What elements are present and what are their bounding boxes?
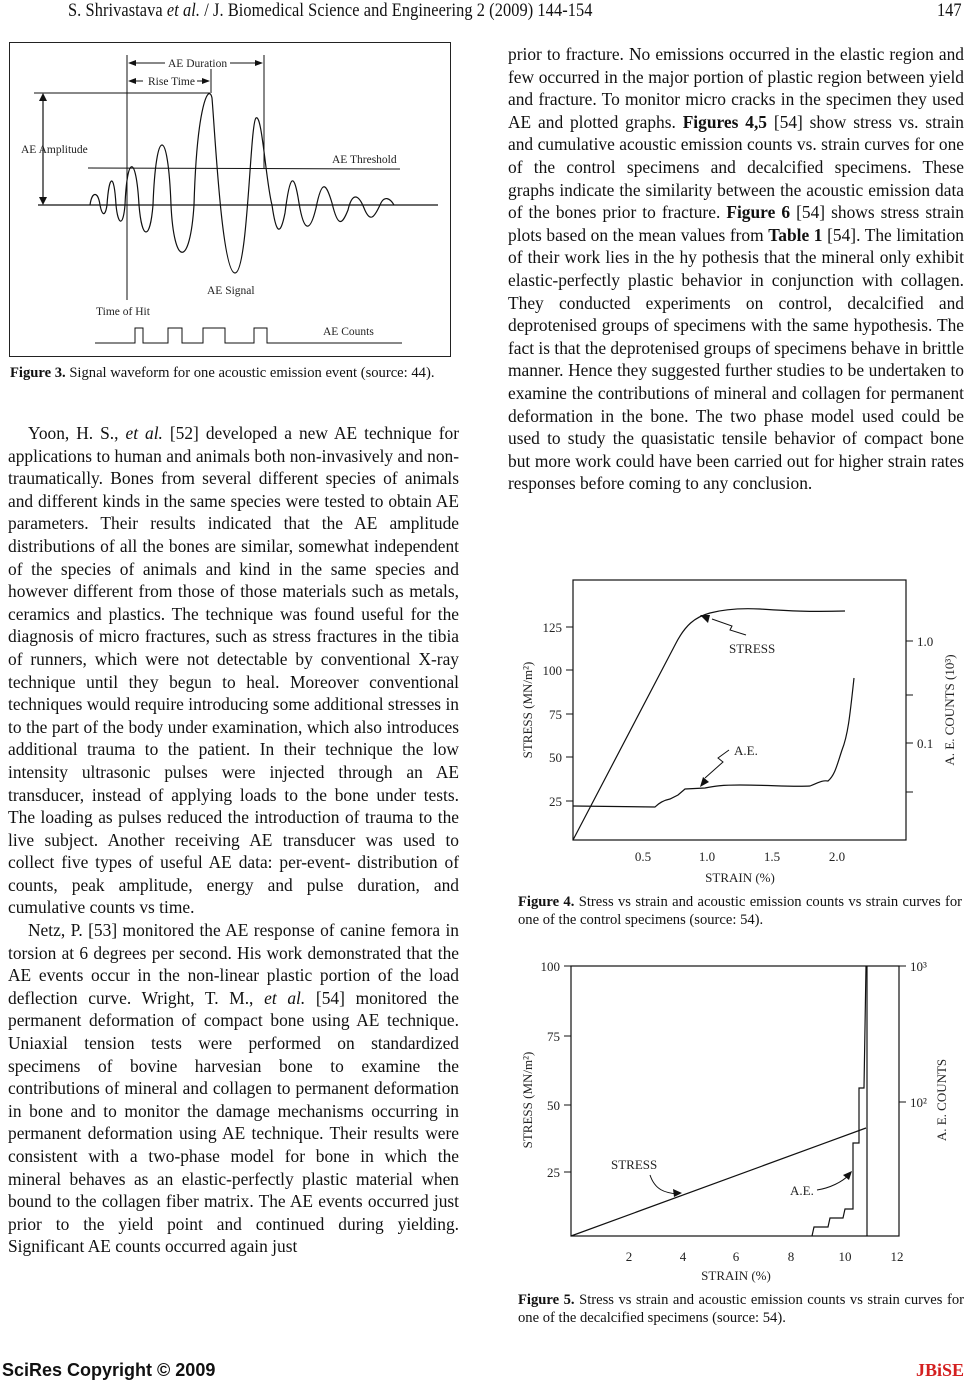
- svg-text:50: 50: [547, 1098, 560, 1113]
- caption-text: Stress vs strain and acoustic emission counts vs strain curves for one of the control specimens (source: 54).: [518, 894, 963, 928]
- waveform-diagram: [10, 43, 450, 356]
- journal-abbreviation: JBiSE: [915, 1360, 964, 1380]
- running-header: [0, 0, 966, 26]
- figure-4-chart: [510, 575, 966, 887]
- caption-text: Stress vs strain and acoustic emission counts vs strain curves for one of the decalcified specimens (source: 54).: [518, 1292, 964, 1326]
- svg-text:2.0: 2.0: [828, 849, 846, 864]
- figure-5-chart: [510, 950, 966, 1285]
- svg-text:6: 6: [732, 1249, 740, 1264]
- svg-text:1.0: 1.0: [698, 849, 716, 864]
- label-rise-time: Rise Time: [148, 76, 195, 88]
- svg-text:12: 12: [890, 1249, 904, 1264]
- svg-text:0.5: 0.5: [634, 849, 652, 864]
- text-run: prior to fracture. No emissions occurred in the elastic region and few occurred in the major portion of plastic region between yield and fracture. To monitor micro cracks in the specimen they used AE and plotted graphs.: [508, 44, 964, 132]
- page-number: 147: [936, 0, 961, 21]
- label-ae-counts: AE Counts: [323, 326, 374, 338]
- svg-text:75: 75: [547, 1029, 560, 1044]
- svg-text:0.1: 0.1: [917, 736, 934, 751]
- svg-text:1.0: 1.0: [917, 634, 934, 649]
- svg-text:A.E.: A.E.: [790, 1183, 814, 1198]
- figure-6-link[interactable]: Figure 6: [726, 202, 791, 223]
- svg-text:10: 10: [838, 1249, 852, 1264]
- caption-label: Figure 4.: [518, 894, 575, 910]
- svg-text:8: 8: [787, 1249, 795, 1264]
- figure-4-caption: [518, 893, 962, 929]
- svg-text:4: 4: [679, 1249, 687, 1264]
- caption-label: Figure 5.: [518, 1292, 575, 1308]
- svg-text:2: 2: [625, 1249, 633, 1264]
- svg-text:50: 50: [549, 750, 562, 765]
- svg-text:1.5: 1.5: [763, 849, 781, 864]
- running-head-authors: S. Shrivastava: [68, 0, 167, 21]
- svg-text:100: 100: [542, 663, 562, 678]
- figure-5-caption: [518, 1291, 964, 1327]
- caption-label: Figure 3.: [10, 365, 66, 381]
- paragraph-netz-wright: [8, 919, 459, 1258]
- svg-text:100: 100: [540, 959, 560, 974]
- svg-text:10³: 10³: [910, 959, 927, 974]
- left-column: [8, 422, 459, 1258]
- svg-text:STRESS (MN/m²): STRESS (MN/m²): [520, 1051, 535, 1149]
- text-run: [52] developed a new AE technique for applications to human and animals both non-invasively and non-traumatically. Bones from several different species of animals and different kinds in the same species were tested to obtain AE parameters. Their results indicated that the AE amplitude distributions of all the bones are similar, somewhat independent of the species of animals and kind in the same species and however different from those of those materials such as metals, ceramics and plastics. The technique was found useful for the diagnosis of micro fractures, such as stress fractures in the tibia of runners, which were not detectable by conventional X-ray technique until they begun to heal. Moreover conventional techniques would require introducing some additional stresses in to the part of the body under examination, which also introduces additional trauma to the patient. In their technique the low intensity ultrasonic pulses were injected through an AE transducer, instead of applying loads to the bone under tests. The loading as pulses reduced the introduction of trauma to the live subject. Another receiving AE transducer was used to collect five types of useful AE data: per-event- distribution of counts, peak amplitude, energy and pulse duration, and cumulative counts vs time.: [8, 423, 459, 918]
- copyright-notice: SciRes Copyright © 2009: [2, 1360, 216, 1380]
- running-head-etal: et al.: [166, 0, 201, 21]
- stress-strain-chart-control: [510, 575, 966, 887]
- svg-text:STRAIN (%): STRAIN (%): [701, 1268, 771, 1283]
- table-1-link[interactable]: Table 1: [768, 224, 823, 245]
- text-run: Yoon, H. S.,: [28, 423, 126, 443]
- caption-text: Signal waveform for one acoustic emission event (source: 44).: [65, 365, 435, 381]
- svg-text:STRESS (MN/m²): STRESS (MN/m²): [520, 661, 535, 759]
- figure-3-caption: [10, 364, 450, 382]
- paragraph-continued: [508, 43, 964, 495]
- svg-text:A. E. COUNTS (10³): A. E. COUNTS (10³): [942, 654, 957, 766]
- label-time-of-hit: Time of Hit: [96, 306, 150, 318]
- running-head-journal: / J. Biomedical Science and Engineering 2 (2009) 144-154: [200, 0, 593, 21]
- svg-text:A.E.: A.E.: [734, 743, 758, 758]
- svg-text:STRESS: STRESS: [729, 641, 776, 656]
- text-italic: et al.: [264, 987, 306, 1008]
- svg-text:75: 75: [549, 707, 562, 722]
- label-ae-threshold: AE Threshold: [332, 154, 397, 166]
- label-ae-amplitude: AE Amplitude: [21, 144, 88, 156]
- svg-text:A. E. COUNTS: A. E. COUNTS: [934, 1058, 949, 1142]
- page-footer: [0, 1360, 966, 1385]
- text-run: [54]. The limitation of their work lies in the hy pothesis that the mineral only exhibit elastic-perfectly plastic behavior in conjunction with collagen. They conducted experiments on control, decalcified and deprotenised groups of specimens with the same hypothesis. The fact is that the deprotenised groups of specimens behave in brittle manner. Hence they suggested further studies to be undertaken to examine the contributions of mineral and collagen for permanent deformation in the bone. The two phase model used could be used to study the quasistatic tensile behavior of compact bone but more work could have been carried out for higher strain rates responses before coming to any conclusion.: [508, 224, 964, 494]
- text-run: [54] shows stress strain plots based on the mean values from: [508, 202, 964, 245]
- figure-4-5-link[interactable]: Figures 4,5: [682, 111, 767, 132]
- label-ae-signal: AE Signal: [207, 285, 255, 297]
- running-head: [68, 0, 592, 22]
- right-column: [508, 43, 964, 495]
- figure-3-waveform: [9, 42, 451, 357]
- svg-text:25: 25: [547, 1165, 560, 1180]
- svg-text:STRESS: STRESS: [611, 1157, 658, 1172]
- svg-text:STRAIN (%): STRAIN (%): [705, 870, 775, 885]
- svg-text:25: 25: [549, 794, 562, 809]
- svg-text:10²: 10²: [910, 1095, 927, 1110]
- text-italic: et al.: [125, 423, 163, 443]
- svg-text:125: 125: [542, 620, 562, 635]
- label-ae-duration: AE Duration: [168, 58, 228, 70]
- text-run: [54] monitored the permanent deformation of compact bone using AE technique. Uniaxial tension tests were performed on standardized specimens of bovine harvesian bone to examine the contributions of mineral and collagen to permanent deformation in bone and to monitor the damage mechanisms occurring in permanent deformation using AE technique. Their results were consistent with a two-phase model for bone in which the mineral behaves as an elastic-perfectly plastic material when bound to the collagen fiber matrix. The AE events occurred just prior to the yield point and continued during yielding. Significant AE counts occurred again just: [8, 987, 459, 1257]
- text-run: Netz, P. [53] monitored the AE response of canine femora in torsion at 6 degrees per second. His work demonstrated that the AE events occur in the non-linear plastic portion of the load deflection curve. Wright, T. M.,: [8, 920, 459, 1008]
- paragraph-yoon: [8, 422, 459, 919]
- stress-strain-chart-decalcified: [510, 950, 966, 1285]
- text-run: [54] show stress vs. strain and cumulative acoustic emission counts vs. strain curves for one of the control specimens and decalcified specimens. These graphs indicate the similarity between the acoustic emission data of the bones prior to fracture.: [508, 111, 964, 223]
